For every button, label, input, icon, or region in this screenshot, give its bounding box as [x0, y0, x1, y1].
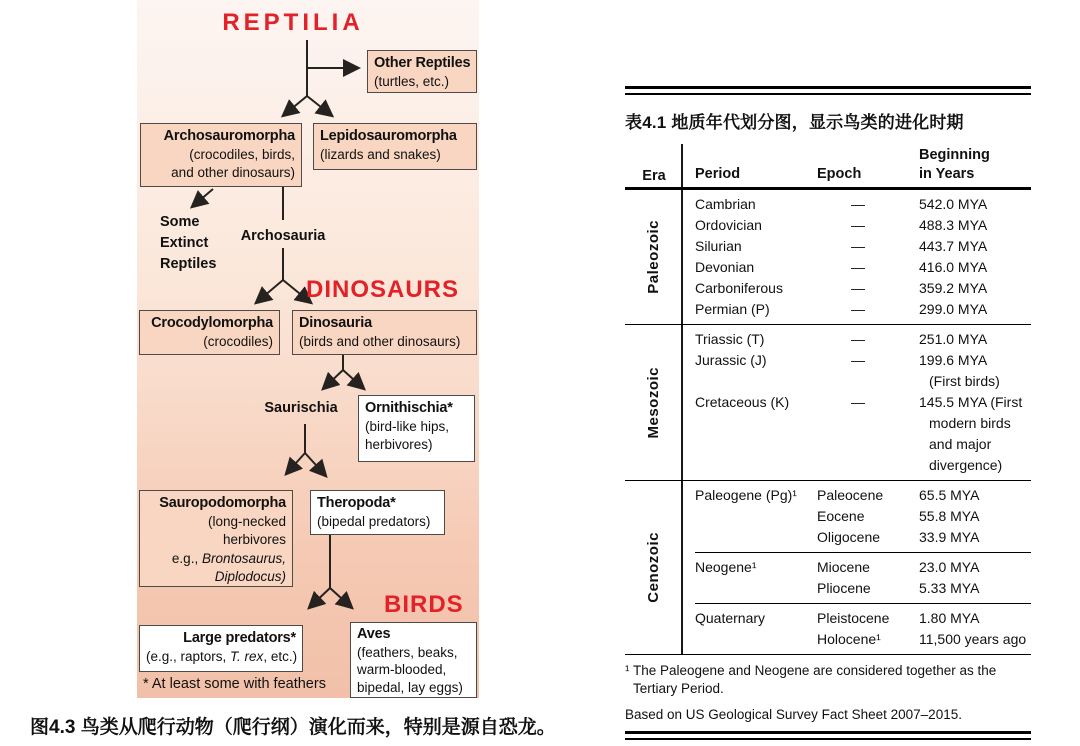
cell-period [695, 527, 817, 548]
node-lepidosauromorpha [313, 123, 477, 170]
period-group [695, 603, 1031, 654]
node-ornithischia [358, 395, 475, 462]
node-title: Ornithischia* [365, 400, 453, 416]
label-line: Extinct [160, 235, 209, 251]
table-row [695, 608, 1031, 629]
table-row [695, 527, 1031, 548]
header-period: Period [695, 166, 741, 182]
diagram-footnote: * At least some with feathers [143, 676, 326, 692]
table-header [625, 144, 1031, 190]
era-label: Mesozoic [644, 366, 662, 439]
cell-period [695, 578, 817, 599]
geologic-table-panel [625, 86, 1031, 740]
cell-years: 65.5 MYA [919, 487, 980, 503]
node-line: (e.g., raptors, T. rex, etc.) [146, 648, 298, 664]
node-title: Other Reptiles [374, 55, 471, 71]
header-epoch: Epoch [817, 166, 862, 182]
node-line: Diplodocus) [214, 569, 286, 584]
node-line: (bipedal predators) [317, 513, 431, 529]
cell-epoch: Pliocene [817, 580, 871, 596]
node-title: Dinosauria [299, 315, 372, 331]
period-group [695, 481, 1031, 552]
cell-epoch [817, 455, 919, 476]
node-line: (bird-like hips, [365, 418, 450, 434]
cell-epoch: — [851, 301, 865, 317]
reptilia-heading: REPTILIA [222, 9, 364, 36]
header-beginning: Beginning in Years [919, 147, 990, 182]
label-some-extinct-reptiles [160, 212, 216, 275]
node-line: warm-blooded, [357, 662, 447, 677]
top-double-rule [625, 86, 1031, 95]
cell-epoch: — [851, 238, 865, 254]
cell-period: Ordovician [695, 217, 762, 233]
cell-epoch: — [851, 352, 865, 368]
node-title: Sauropodomorpha [159, 495, 286, 511]
cell-period [695, 629, 817, 650]
node-theropoda [310, 490, 445, 535]
cell-years: 299.0 MYA [919, 301, 988, 317]
cell-epoch [817, 371, 919, 392]
cell-years: 199.6 MYA [919, 352, 988, 368]
cell-years: 443.7 MYA [919, 238, 988, 254]
figure-caption: 图4.3 鸟类从爬行动物（爬行纲）演化而来，特别是源自恐龙。 [30, 717, 556, 738]
cell-period: Paleogene (Pg)¹ [695, 487, 797, 503]
table-row [695, 329, 1031, 350]
cell-epoch [817, 434, 919, 455]
cell-epoch [817, 413, 919, 434]
cell-years: modern birds [929, 415, 1011, 431]
node-line: (turtles, etc.) [374, 73, 450, 89]
cell-period: Cretaceous (K) [695, 394, 790, 410]
cell-years: 23.0 MYA [919, 559, 980, 575]
cell-period: Cambrian [695, 196, 756, 212]
node-title: Crocodylomorpha [151, 315, 273, 331]
cell-epoch: — [851, 259, 865, 275]
cell-years: 33.9 MYA [919, 529, 980, 545]
table-row [695, 299, 1031, 320]
node-other-reptiles [367, 50, 477, 93]
node-dinosauria [292, 310, 477, 355]
cell-epoch: — [851, 280, 865, 296]
node-line: (crocodiles) [203, 333, 273, 349]
cell-years: 359.2 MYA [919, 280, 988, 296]
table-title: 表4.1 地质年代划分图，显示鸟类的进化时期 [625, 113, 964, 132]
cell-period [695, 455, 817, 476]
node-archosauromorpha [140, 123, 302, 187]
table-row [695, 506, 1031, 527]
cell-years: 11,500 years ago [919, 631, 1027, 647]
cell-period: Devonian [695, 259, 755, 275]
table-row [695, 578, 1031, 599]
cell-period [695, 434, 817, 455]
table-row [695, 392, 1031, 413]
node-sauropodomorpha [139, 490, 293, 587]
node-title: Lepidosauromorpha [320, 128, 457, 144]
cell-years: 416.0 MYA [919, 259, 988, 275]
cell-epoch: — [851, 196, 865, 212]
era-label: Cenozoic [644, 532, 662, 603]
cell-period [695, 413, 817, 434]
node-line: (lizards and snakes) [320, 146, 441, 162]
node-large-predators [139, 625, 303, 672]
cell-years: 145.5 MYA (First [919, 394, 1023, 410]
dinosaurs-heading: DINOSAURS [306, 276, 460, 303]
node-title: Aves [357, 626, 391, 642]
cell-years: 251.0 MYA [919, 331, 988, 347]
label-line: Some [160, 214, 200, 230]
period-group [695, 325, 1031, 480]
node-title: Archosauromorpha [163, 128, 295, 144]
table-row [695, 215, 1031, 236]
label-line: Reptiles [160, 256, 217, 272]
cell-years: 5.33 MYA [919, 580, 980, 596]
table-row [695, 557, 1031, 578]
cell-period: Jurassic (J) [695, 352, 767, 368]
cell-epoch: Paleocene [817, 487, 884, 503]
table-body [625, 190, 1031, 655]
node-line: (crocodiles, birds, [189, 146, 295, 162]
cell-years: and major [929, 436, 992, 452]
era-section [625, 324, 1031, 480]
era-label: Paleozoic [644, 220, 662, 294]
node-line: bipedal, lay eggs) [357, 679, 463, 695]
table-row [695, 257, 1031, 278]
cell-period: Quaternary [695, 610, 766, 626]
node-line: e.g., Brontosaurus, [171, 550, 286, 566]
cell-epoch: Oligocene [817, 529, 881, 545]
node-title: Large predators* [183, 630, 296, 646]
cell-period [695, 371, 817, 392]
table-row [695, 485, 1031, 506]
node-crocodylomorpha [139, 310, 280, 355]
node-line: (feathers, beaks, [357, 644, 458, 660]
phylogeny-diagram [137, 0, 479, 698]
table-row [695, 434, 1031, 455]
cell-period: Triassic (T) [695, 331, 765, 347]
table-footnote: ¹ The Paleogene and Neogene are considered together as the Tertiary Period. [625, 663, 997, 696]
cell-epoch: Pleistocene [817, 610, 890, 626]
cell-epoch: — [851, 394, 865, 410]
era-section [625, 190, 1031, 324]
cell-epoch: — [851, 217, 865, 233]
table-row [695, 350, 1031, 371]
cell-period [695, 506, 817, 527]
table-row [695, 371, 1031, 392]
cell-years: 1.80 MYA [919, 610, 980, 626]
cell-years: divergence) [929, 457, 1003, 473]
birds-heading: BIRDS [384, 591, 464, 618]
label-saurischia: Saurischia [264, 400, 338, 416]
cell-period: Permian (P) [695, 301, 770, 317]
node-line: and other dinosaurs) [171, 165, 295, 180]
cell-epoch: Holocene¹ [817, 631, 881, 647]
node-line: herbivores) [365, 437, 433, 452]
cell-years: 55.8 MYA [919, 508, 980, 524]
cell-period: Neogene¹ [695, 559, 757, 575]
table-row [695, 278, 1031, 299]
cell-years: (First birds) [929, 373, 1000, 389]
cell-period: Silurian [695, 238, 742, 254]
bottom-double-rule [625, 731, 1031, 740]
header-era: Era [642, 168, 666, 184]
node-line: herbivores [222, 532, 286, 547]
table-row [695, 629, 1031, 650]
cell-years: 488.3 MYA [919, 217, 988, 233]
node-title: Theropoda* [317, 495, 396, 511]
table-row [695, 413, 1031, 434]
period-group [695, 190, 1031, 324]
node-aves [350, 622, 477, 698]
table-source: Based on US Geological Survey Fact Sheet 2007–2015. [625, 707, 962, 722]
cell-period: Carboniferous [695, 280, 783, 296]
cell-epoch: Eocene [817, 508, 865, 524]
table-row [695, 236, 1031, 257]
node-line: (birds and other dinosaurs) [299, 333, 461, 349]
node-line: (long-necked [207, 513, 286, 529]
label-archosauria: Archosauria [240, 228, 326, 244]
period-group [695, 552, 1031, 603]
cell-epoch: — [851, 331, 865, 347]
cell-epoch: Miocene [817, 559, 870, 575]
cell-years: 542.0 MYA [919, 196, 988, 212]
table-row [695, 455, 1031, 476]
table-row [695, 194, 1031, 215]
era-section [625, 480, 1031, 654]
